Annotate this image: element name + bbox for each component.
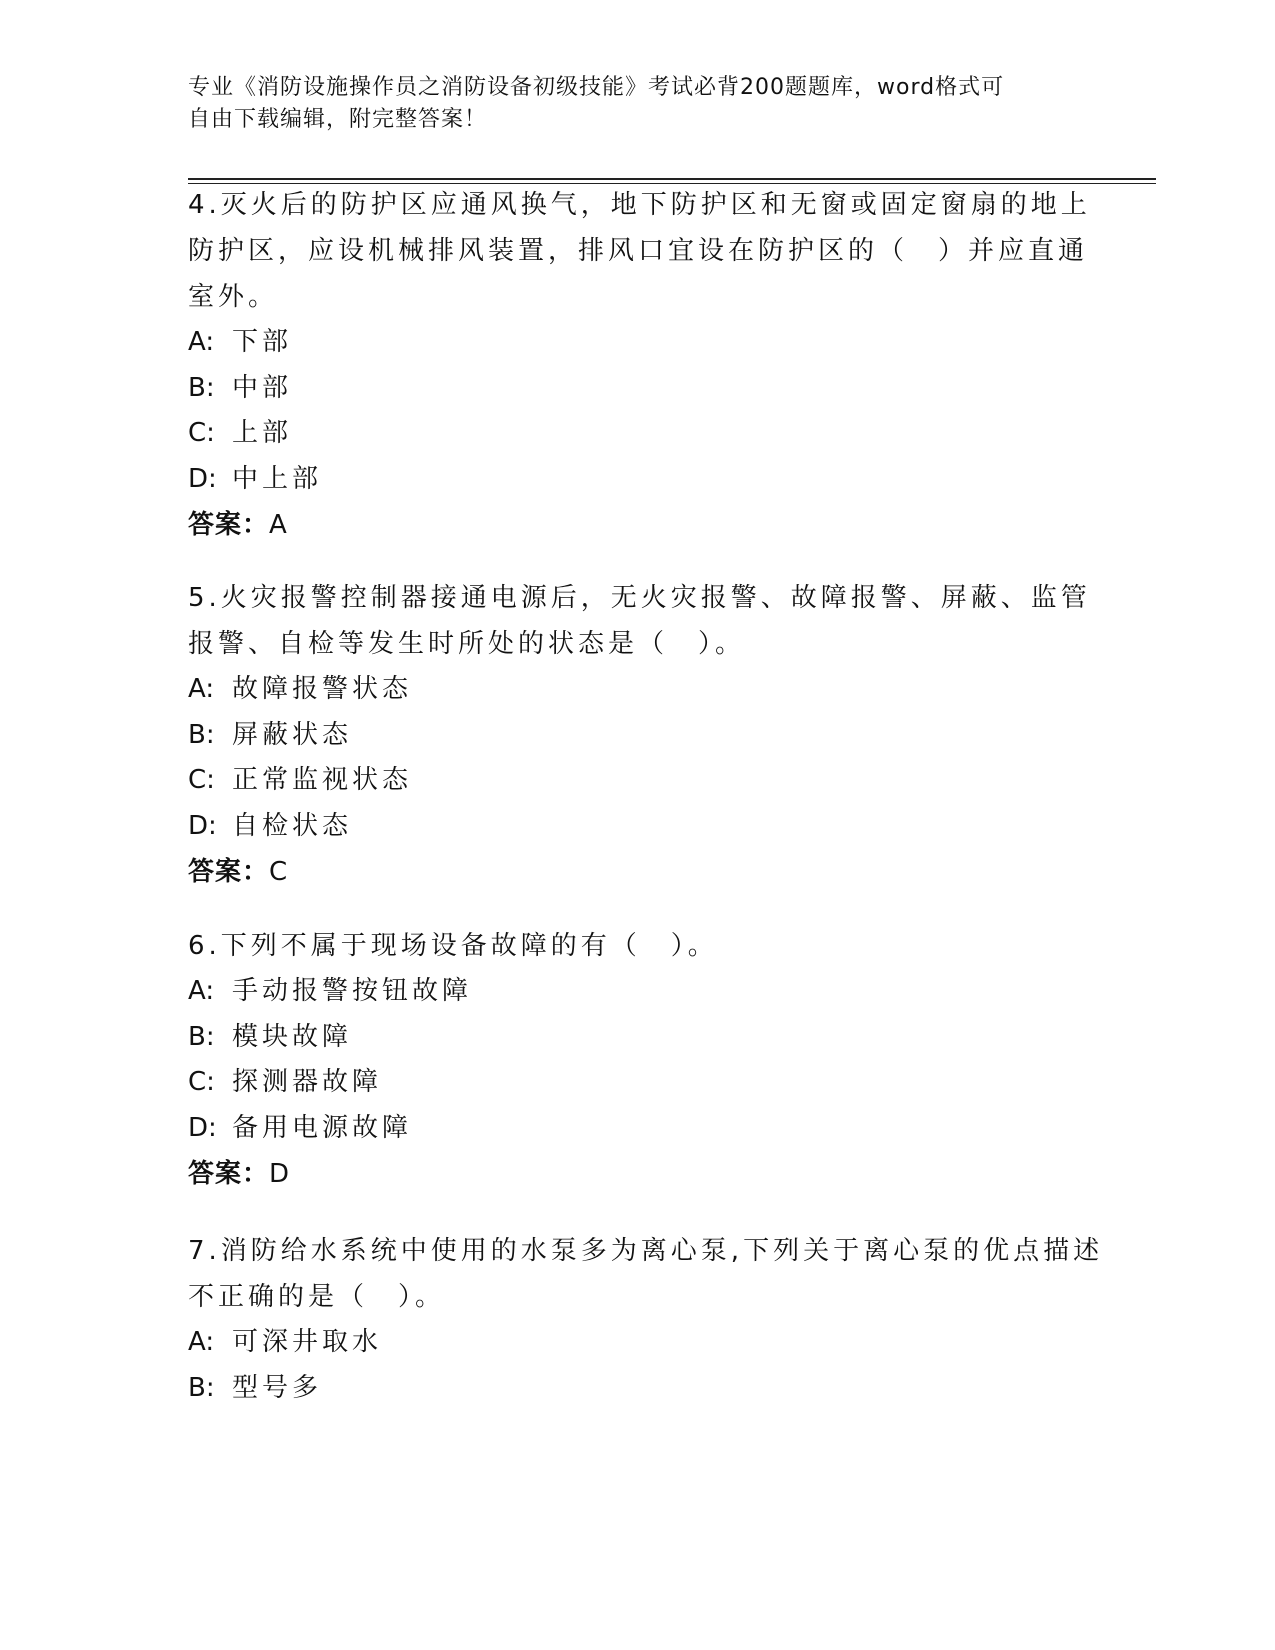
option-b: B: 中部 <box>188 372 293 403</box>
question-text-line: 6.下列不属于现场设备故障的有（ ）。 <box>188 931 718 961</box>
option-a: A: 手动报警按钮故障 <box>188 976 473 1006</box>
question-text-line: 5.火灾报警控制器接通电源后，无火灾报警、故障报警、屏蔽、监管 <box>188 583 1091 613</box>
option-c: C: 探测器故障 <box>188 1067 383 1097</box>
answer-value: A <box>269 510 288 540</box>
header-line-1: 专业《消防设施操作员之消防设备初级技能》考试必背200题题库，word格式可 <box>188 75 1005 100</box>
question-text-line: 不正确的是（ ）。 <box>188 1282 446 1312</box>
document-header <box>188 72 1068 136</box>
option-b: B: 模块故障 <box>188 1021 353 1052</box>
answer-line <box>188 849 1068 895</box>
question-4 <box>188 182 1091 548</box>
answer-label: 答案： <box>188 857 270 887</box>
answer-label: 答案： <box>188 510 270 540</box>
option-c: C: 正常监视状态 <box>188 765 413 795</box>
question-text-line: 室外。 <box>188 282 279 312</box>
answer-label: 答案： <box>188 1159 270 1189</box>
answer-line <box>188 502 1068 548</box>
option-d: D: 自检状态 <box>188 810 353 841</box>
question-7 <box>188 1228 1104 1411</box>
question-text-line: 7.消防给水系统中使用的水泵多为离心泵,下列关于离心泵的优点描述 <box>188 1236 1104 1266</box>
option-a: A: 可深井取水 <box>188 1327 383 1357</box>
option-c: C: 上部 <box>188 418 293 448</box>
option-a: A: 故障报警状态 <box>188 674 413 704</box>
answer-line <box>188 1151 1068 1197</box>
question-text-line: 报警、自检等发生时所处的状态是（ ）。 <box>188 629 746 659</box>
question-text-line: 4.灭火后的防护区应通风换气，地下防护区和无窗或固定窗扇的地上 <box>188 190 1091 220</box>
answer-value: C <box>269 857 289 887</box>
question-6 <box>188 923 1068 1197</box>
option-a: A: 下部 <box>188 327 293 357</box>
option-d: D: 备用电源故障 <box>188 1112 413 1143</box>
question-text-line: 防护区，应设机械排风装置，排风口宜设在防护区的（ ）并应直通 <box>188 236 1089 266</box>
option-d: D: 中上部 <box>188 463 323 494</box>
question-5 <box>188 575 1091 895</box>
header-line-2: 自由下载编辑，附完整答案！ <box>188 107 488 132</box>
option-b: B: 屏蔽状态 <box>188 719 353 750</box>
answer-value: D <box>269 1159 291 1189</box>
option-b: B: 型号多 <box>188 1372 323 1403</box>
